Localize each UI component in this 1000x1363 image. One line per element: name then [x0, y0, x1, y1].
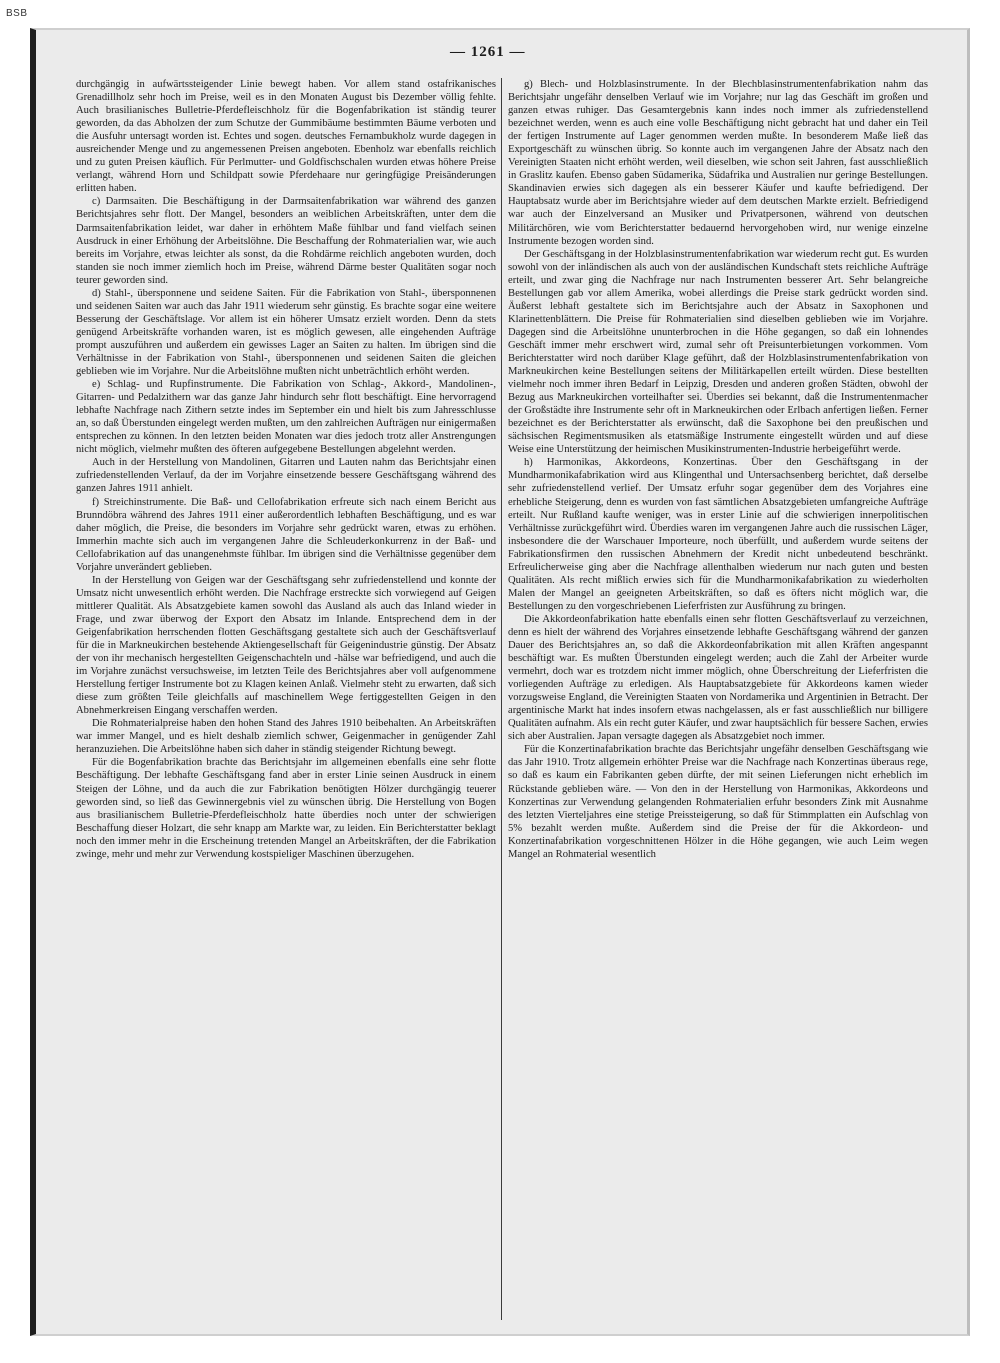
paragraph-geigen: In der Herstellung von Geigen war der Geschäftsgang sehr zufriedenstellend und konnte der Umsatz nicht unwesentlich erhöht werden. Die Nachfrage erstreckte sich vorwiegend auf Geigen mittlerer Qualität. Als Absatzgebiete kamen sowohl das Ausland als auch das Inland wieder in Frage, und zwar überwog der Export den Absatz im Inlande. Entsprechend dem in der Geigenfabrikation herrschenden flotten Geschäftsgang gestaltete sich auch der Geschäftsverlauf für die in Markneukirchen bestehende Aktiengesellschaft für Geigenindustrie günstig. Der Absatz der von ihr mechanisch hergestellten Geigenschachteln und -hälse war befriedigend, und auch die im Vorjahre zunächst versuchsweise, im letzten Teile des Berichtsjahres aber voll aufgenommene Herstellung fertiger Instrumente bot zu Klagen keinen Anlaß. Vielmehr steht zu erwarten, daß sich diese zum größten Teile gleichfalls auf maschinellem Wege fertiggestellten Geigen in den Abnehmerkreisen Eingang verschaffen werden. [76, 574, 496, 717]
paragraph-akkordeonfabrikation: Die Akkordeonfabrikation hatte ebenfalls einen sehr flotten Geschäftsverlauf zu verzeichnen, denn es hielt der während des Vorjahres einsetzende lebhafte Geschäftsgang während der ganzen Dauer des Berichtsjahres an, so daß die Akkordeonfabrikation mit allen Kräften angespannt beschäftigt war. Es mußten Überstunden eingelegt werden; auch die Zahl der Arbeiter wurde vermehrt, doch war es trotzdem nicht immer möglich, ohne Überschreitung der Lieferfristen die vorliegenden Aufträge zu erledigen. Als Hauptabsatzgebiete für Akkordeons kamen wieder vorzugsweise England, die Vereinigten Staaten von Nordamerika und Argentinien in Betracht. Der argentinische Markt hat indes insofern etwas nachgelassen, als er fast ausschließlich nur billigere Qualitäten aufnahm. Als ein recht guter Käufer, und zwar hauptsächlich für bessere Sachen, erwies sich aber Australien. Japan versagte dagegen als Absatzgebiet noch immer. [508, 613, 928, 743]
paragraph-bogenfabrikation: Für die Bogenfabrikation brachte das Berichtsjahr im allgemeinen ebenfalls eine sehr flotte Beschäftigung. Der lebhafte Geschäftsgang fand aber in erster Linie seinen Ausdruck in einem Steigen der Löhne, und da auch die zur Fabrikation benötigten Hölzer durchgängig teuerer geworden sind, so ließ das Gewinnergebnis viel zu wünschen übrig. Die Herstellung von Bogen aus brasilianischem Bulletrie-Pferdefleischholz hatte überdies noch unter der schwierigen Beschaffung dieser Holzart, die sehr knapp am Markte war, zu leiden. Ein Berichterstatter beklagt noch den immer mehr in die Erscheinung tretenden Mangel an Arbeitskräften, der die Fabrikation zwinge, mehr und mehr zur Verwendung kostspieliger Maschinen überzugehen. [76, 757, 496, 860]
left-column [76, 78, 496, 1322]
library-mark: BSB [6, 8, 28, 19]
column-divider [501, 78, 502, 1320]
paragraph-rohmaterialpreise: Die Rohmaterialpreise haben den hohen Stand des Jahres 1910 beibehalten. An Arbeitskräften war immer Mangel, und es hielt deshalb ziemlich schwer, Geigenmacher in genügender Zahl heranzuziehen. Die Arbeitslöhne haben sich daher in ständig steigender Richtung bewegt. [76, 718, 496, 756]
paragraph-harmonikas: h) Harmonikas, Akkordeons, Konzertinas. Über den Geschäftsgang in der Mundharmonikafabrikation wird aus Klingenthal und Untersachsenberg berichtet, daß derselbe sehr zufriedenstellend verlief. Der Umsatz erfuhr sogar gegenüber dem des Vorjahres eine erhebliche Steigerung, denn es wurden von fast sämtlichen Absatzgebieten umfangreiche Aufträge erteilt. Nur Rußland kaufte weniger, was in erster Linie auf die schwierigen innerpolitischen Verhältnisse zurückgeführt wird. Überdies waren im vergangenen Jahre auch die russischen Läger, insbesondere die der Warschauer Importeure, noch überfüllt, und außerdem wurde seitens der Fabrikationsfirmen den russischen Abnehmern der Kredit nicht unbedeutend beschränkt. Erfreulicherweise ging aber die Nachfrage allenthalben wiederum nur nach guten und besten Qualitäten. Als recht mißlich erwies sich für die Mundharmonikafabrikation zu wiederholten Malen der Mangel an geeigneten Arbeitskräften, so daß es öfters nicht möglich war, die Bestellungen zu den vorgeschriebenen Lieferfristen zur Ausführung zu bringen. [508, 457, 928, 612]
paragraph-wood-prices: durchgängig in aufwärtssteigender Linie bewegt haben. Vor allem stand ostafrikanisches Grenadillholz sehr hoch im Preise, weil es in den Monaten August bis Dezember völlig fehlte. Auch brasilianisches Bulletrie-Pferdefleischholz für die Bogenfabrikation ist ständig teurer geworden, da das Abholzen der zum Schutze der Gummibäume bestimmten Bäume verboten und die Ausfuhr untersagt worden ist. Echtes und sogen. deutsches Fernambukholz wurde dagegen in ausreichender Menge und zu angemessenen Preisen angeboten. Ebenholz war ebenfalls reichlich und zu guten Preisen käuflich. Für Perlmutter- und Goldfischschalen wurden etwas höhere Preise verlangt, während Horn und Schildpatt sowie Pferdehaare nur geringfügige Preisänderungen erlitten haben. [76, 79, 496, 195]
paragraph-blechblasinstrumente: g) Blech- und Holzblasinstrumente. In der Blechblasinstrumentenfabrikation nahm das Berichtsjahr ungefähr denselben Verlauf wie im Vorjahre; nur lag das Geschäft im großen und ganzen etwas ruhiger. Das Gesamtergebnis kann indes noch immer als zufriedenstellend bezeichnet werden, wenn es auch eine volle Beschäftigung nicht gebracht hat und daher ein Teil der fertigen Instrumente auf Lager genommen werden mußte. In besonderem Maße ließ das Exportgeschäft zu wünschen übrig. So konnte auch im vergangenen Jahre der Absatz nach den Vereinigten Staaten nicht erhöht werden, weil dieselben, wie schon seit Jahren, fast ausschließlich in Graslitz kaufen. Ebenso gaben Südamerika, Südafrika und Australien nur geringe Bestellungen. Skandinavien erwies sich dagegen als ein besserer Käufer und kaufte befriedigend. Der Hauptabsatz wurde aber im Berichtsjahre wieder auf dem deutschen Markte erzielt. Befriedigend war auch der Einzelversand an Musiker und Privatpersonen, während von deutschen Militärchören, wie vom Berichterstatter bedauernd hervorgehoben wird, nur wenige einzelne Instrumente bezogen worden sind. [508, 79, 928, 247]
paragraph-mandolinen: Auch in der Herstellung von Mandolinen, Gitarren und Lauten nahm das Berichtsjahr einen zufriedenstellenden Verlauf, da der im Vorjahre einsetzende bessere Geschäftsgang während des ganzen Jahres 1911 anhielt. [76, 457, 496, 495]
paragraph-stahlsaiten: d) Stahl-, übersponnene und seidene Saiten. Für die Fabrikation von Stahl-, übersponnenen und seidenen Saiten war auch das Jahr 1911 wiederum sehr günstig. Es brachte sogar eine weitere Besserung der Geschäftslage. Vor allem ist ein höherer Umsatz erzielt worden. Denn da stets genügend Arbeitskräfte vorhanden waren, ist es möglich gewesen, alle eingehenden Aufträge prompt auszuführen und außerdem ein gewisses Lager an Saiten zu halten. Im übrigen sind die Verhältnisse in der Fabrikation von Stahl-, übersponnenen und seidenen Saiten die gleichen geblieben wie im Vorjahre. Nur die Arbeitslöhne mußten nicht unbeträchtlich erhöht werden. [76, 287, 496, 378]
paragraph-holzblasinstrumente: Der Geschäftsgang in der Holzblasinstrumentenfabrikation war wiederum recht gut. Es wurden sowohl von der inländischen als auch von der ausländischen Kundschaft stets reichliche Aufträge erteilt, und zwar ging die Nachfrage nur nach Instrumenten besserer Art. Sehr belangreiche Bestellungen gab vor allem Amerika, wobei allerdings die Preise stark gedrückt worden sind. Äußerst lebhaft gestaltete sich im Berichtsjahre auch der Absatz in Saxophonen und Klarinettenblättern. Die Preise für Rohmaterialien sind dieselben geblieben wie im Vorjahre. Dagegen sind die Arbeitslöhne ununterbrochen in die Höhe gegangen, so daß ein lohnendes Geschäft immer mehr erschwert wird, zumal sehr oft Preisunterbietungen vorkommen. Vom Berichterstatter wird noch darüber Klage geführt, daß der Holzblasinstrumentenfabrikation von Markneukirchen keine Bestellungen seitens der Militärkapellen erteilt würden. Diese bestellten vielmehr noch immer ihren Bedarf in Leipzig, Dresden und anderen großen Städten, obwohl der Bezug aus Markneukirchen vorteilhafter sei. Überdies sei bekannt, daß die Instrumentenmacher der Großstädte ihre Instrumente sehr oft in Markneukirchen oder Erlbach anfertigen ließen. Ferner bezeichnet es der Berichterstatter als erwünscht, daß die Saxophone bei den preußischen und sächsischen Regimentsmusiken als etatsmäßige Instrumente eingestellt würden und auf diese Weise eine Unterstützung der heimischen Musikinstrumenten-Industrie herbeigeführt werde. [508, 248, 928, 456]
paragraph-schlaginstrumente: e) Schlag- und Rupfinstrumente. Die Fabrikation von Schlag-, Akkord-, Mandolinen-, Gitarren- und Pedalzithern war das ganze Jahr hindurch sehr flott beschäftigt. Eine hervorragend lebhafte Nachfrage nach Zithern setzte indes im September ein und hielt bis zum Jahresschlusse an, so daß Überstunden eingelegt werden mußten, um den zahlreichen Aufträgen nur einigermaßen entsprechen zu können. In den letzten beiden Monaten war dies jedoch trotz aller Anstrengungen nicht möglich, vielmehr mußten des öfteren aufgegebene Bestellungen abgelehnt werden. [76, 379, 496, 456]
paragraph-darmsaiten: c) Darmsaiten. Die Beschäftigung in der Darmsaitenfabrikation war während des ganzen Berichtsjahres sehr flott. Der Mangel, besonders an weiblichen Arbeitskräften, unter dem die Darmsaitenfabrikation leidet, war daher in erhöhtem Maße fühlbar und fand vielfach seinen Ausdruck in einer Erhöhung der Arbeitslöhne. Die Beschaffung der Rohmaterialien war, wie auch bereits im Vorjahre, etwas leichter als sonst, da die Rohdärme reichlich angeboten wurden, doch standen sie noch immer ziemlich hoch im Preise, während Därme bester Qualitäten sogar noch teurer geworden sind. [76, 196, 496, 286]
paragraph-streichinstrumente: f) Streichinstrumente. Die Baß- und Cellofabrikation erfreute sich nach einem Bericht aus Brunndöbra während des Jahres 1911 einer außerordentlich lebhaften Beschäftigung, und es war daher möglich, die Preise, die besonders im Vorjahre sehr gedrückt waren, etwas zu erhöhen. Immerhin machte sich auch im vergangenen Jahre die Schleuderkonkurrenz in der Baß- und Cellofabrikation auf das unangenehmste fühlbar. Im übrigen sind die Verhältnisse gegenüber dem Vorjahre unverändert geblieben. [76, 496, 496, 573]
page-number: — 1261 — [450, 44, 526, 60]
paragraph-konzertinafabrikation: Für die Konzertinafabrikation brachte das Berichtsjahr ungefähr denselben Geschäftsgang wie das Jahr 1910. Trotz allgemein erhöhter Preise war die Nachfrage nach Konzertinas überaus rege, so daß es kaum ein Fabrikanten geben dürfte, der mit seinen Lieferungen nicht erheblich im Rückstande geblieben wäre. — Von den in der Herstellung von Harmonikas, Akkordeons und Konzertinas zur Verwendung gelangenden Rohmaterialien erfuhr besonders Zink mit Ausnahme des letzten Vierteljahres eine stetige Preissteigerung, so daß für Stimmplatten ein Aufschlag von 5% bezahlt werden mußte. Außerdem sind die Preise der für die Akkordeon- und Konzertinafabrikation vorgeschnittenen Hölzer in die Höhe gegangen, wie auch Leim wegen Mangel an Rohmaterial wesentlich [508, 744, 928, 860]
right-column [508, 78, 928, 1322]
